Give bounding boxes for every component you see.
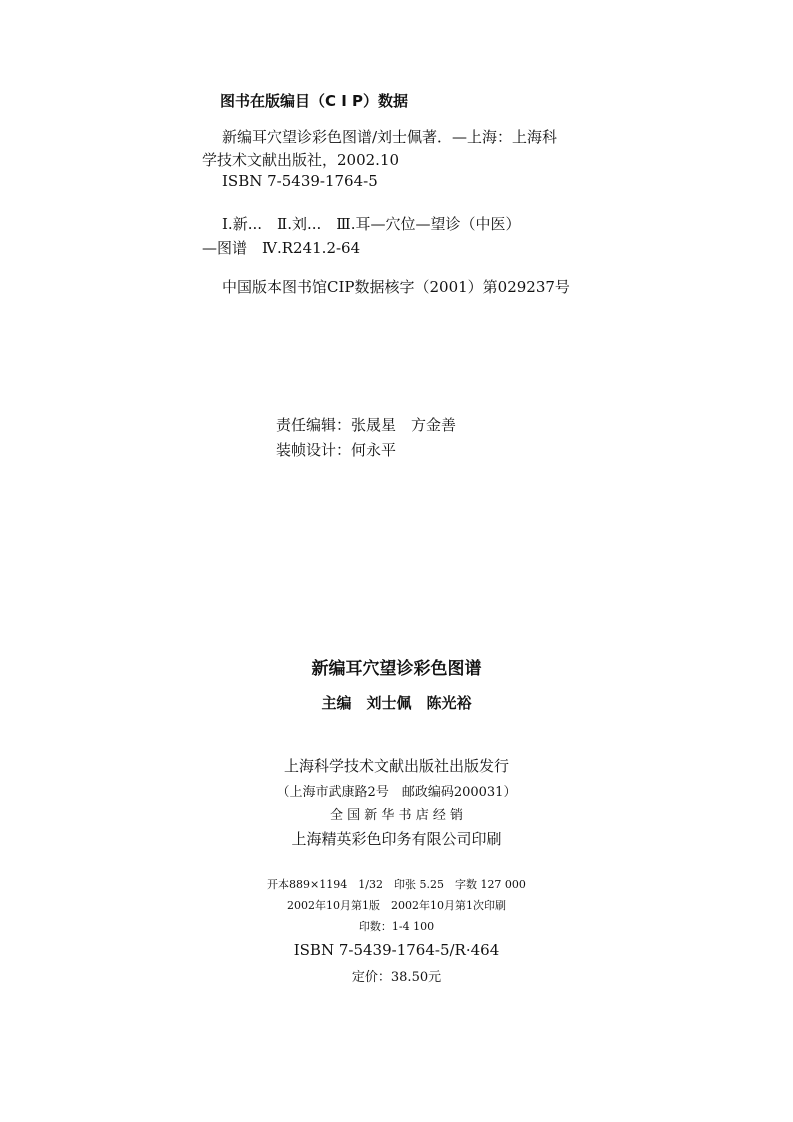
design-credit: 装帧设计：何永平 xyxy=(276,441,397,459)
book-authors: 主编 刘士佩 陈光裕 xyxy=(321,694,472,712)
printer: 上海精英彩色印务有限公司印刷 xyxy=(291,830,502,848)
cip-line: 新编耳穴望诊彩色图谱/刘士佩著．—上海：上海科 xyxy=(222,128,558,146)
publisher-line: 上海科学技术文献出版社出版发行 xyxy=(283,757,509,775)
distributor: 全 国 新 华 书 店 经 销 xyxy=(330,808,463,823)
editor-credit: 责任编辑：张晟星 方金善 xyxy=(276,416,457,434)
edition-line: 2002年10月第1版 2002年10月第1次印刷 xyxy=(287,899,506,912)
publisher-address: （上海市武康路2号 邮政编码200031） xyxy=(276,785,517,800)
cip-line: 学技术文献出版社，2002.10 xyxy=(202,151,400,169)
print-run: 印数：1-4 100 xyxy=(358,920,435,933)
cip-line: Ⅰ.新... Ⅱ.刘... Ⅲ.耳—穴位—望诊（中医） xyxy=(222,215,521,233)
isbn-full: ISBN 7-5439-1764-5/R·464 xyxy=(293,941,500,959)
specs-line: 开本889×1194 1/32 印张 5.25 字数 127 000 xyxy=(267,878,526,891)
cip-heading: 图书在版编目（C I P）数据 xyxy=(220,92,409,110)
cip-isbn: ISBN 7-5439-1764-5 xyxy=(222,172,378,190)
cip-record: 中国版本图书馆CIP数据核字（2001）第029237号 xyxy=(222,278,570,296)
cip-line: —图谱 Ⅳ.R241.2-64 xyxy=(202,239,361,257)
price: 定价：38.50元 xyxy=(351,970,442,985)
book-title: 新编耳穴望诊彩色图谱 xyxy=(311,659,482,679)
